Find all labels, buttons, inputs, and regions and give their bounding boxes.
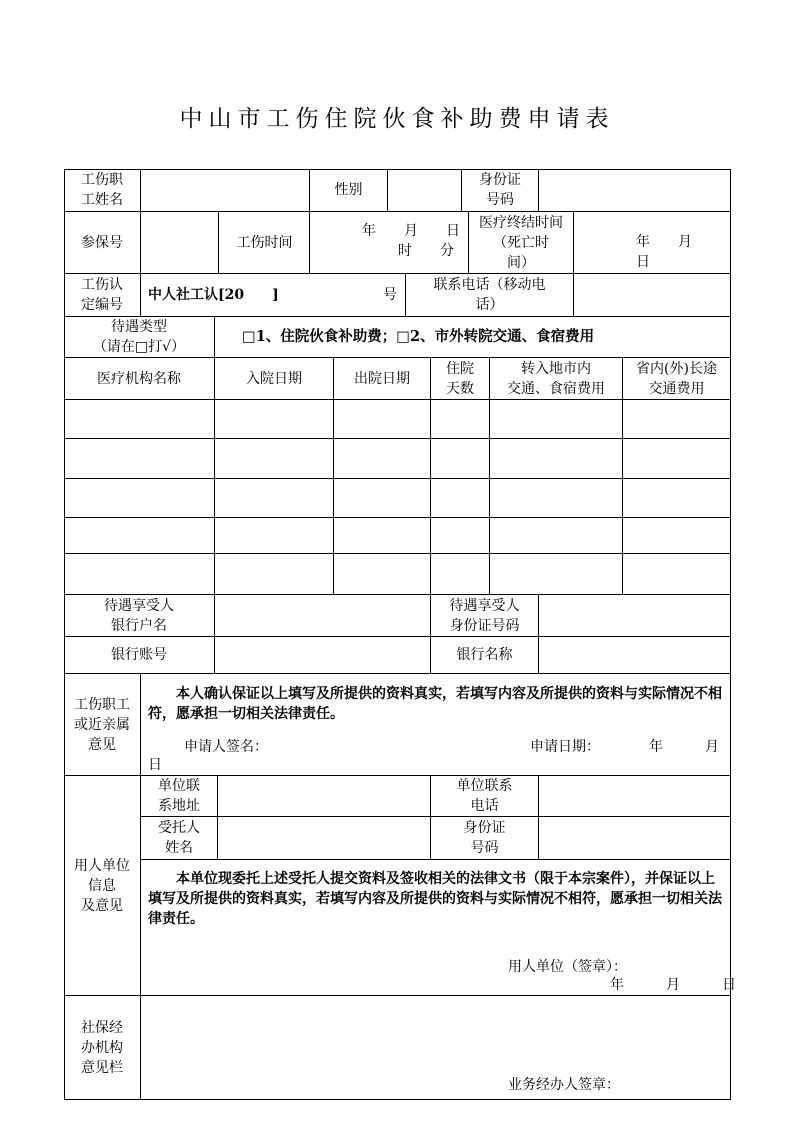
bank-id-label: 待遇享受人 身份证号码: [449, 597, 520, 634]
table-cell[interactable]: [215, 518, 333, 553]
id-number-label: 身份证 号码: [479, 172, 521, 208]
agency-signature-label[interactable]: 业务经办人签章：: [508, 1077, 620, 1093]
table-cell[interactable]: [431, 518, 489, 553]
trustee-id-label: 身份证 号码: [463, 820, 506, 856]
application-date-label[interactable]: 申请日期： 年 月: [530, 739, 719, 755]
bank-id-field[interactable]: [539, 595, 730, 636]
table-cell[interactable]: [65, 400, 214, 438]
table-cell[interactable]: [215, 554, 333, 594]
cert-no-prefix: 中人社工认[20 ]: [148, 287, 279, 303]
table-cell[interactable]: [623, 554, 730, 594]
bank-name-label: 银行名称: [456, 647, 513, 663]
table-cell[interactable]: [334, 479, 430, 517]
table-cell[interactable]: [215, 400, 333, 438]
employer-statement: 本单位现委托上述受托人提交资料及签收相关的法律文书（限于本宗案件），并保证以上填写及所提供的资料真实，若填写内容及所提供的资料与实际情况不相符，愿承担一切相关法律责任。: [148, 871, 722, 927]
table-cell[interactable]: [623, 518, 730, 553]
col-hospital-name: 医疗机构名称: [97, 370, 181, 387]
table-cell[interactable]: [431, 439, 489, 478]
table-cell[interactable]: [65, 439, 214, 478]
table-cell[interactable]: [490, 479, 622, 517]
benefit-type-options[interactable]: □1、住院伙食补助费；□2、市外转院交通、食宿费用: [242, 328, 595, 345]
worker-name-label: 工伤职 工姓名: [81, 172, 123, 208]
table-cell[interactable]: [334, 518, 430, 553]
table-cell[interactable]: [215, 439, 333, 478]
table-cell[interactable]: [65, 479, 214, 517]
table-cell[interactable]: [431, 554, 489, 594]
table-cell[interactable]: [334, 554, 430, 594]
bank-account-name-field[interactable]: [215, 595, 430, 636]
id-number-field[interactable]: [539, 169, 730, 211]
col-local-transport-fee: 转入地市内 交通、食宿费用: [507, 360, 605, 397]
employer-phone-label: 单位联系 电话: [456, 778, 513, 814]
injury-time-value-hm[interactable]: 时 分: [398, 243, 454, 259]
benefit-type-label: 待遇类型 （请在□打√）: [92, 319, 186, 355]
table-cell[interactable]: [623, 439, 730, 478]
applicant-signature-label[interactable]: 申请人签名：: [184, 739, 268, 755]
table-cell[interactable]: [623, 400, 730, 438]
employer-phone-field[interactable]: [539, 776, 730, 816]
table-cell[interactable]: [65, 518, 214, 553]
table-cell[interactable]: [215, 479, 333, 517]
table-cell[interactable]: [65, 554, 214, 594]
employer-seal-label[interactable]: 用人单位（签章）：: [508, 959, 627, 975]
insurance-no-label: 参保号: [81, 234, 123, 251]
gender-field[interactable]: [388, 169, 461, 211]
trustee-id-field[interactable]: [539, 817, 730, 859]
table-cell[interactable]: [431, 479, 489, 517]
end-time-value[interactable]: 年 月 日: [636, 234, 720, 270]
table-cell[interactable]: [334, 400, 430, 438]
cert-no-suffix: 号: [383, 287, 397, 303]
table-cell[interactable]: [334, 439, 430, 478]
employer-info-label: 用人单位 信息 及意见: [74, 857, 130, 914]
worker-opinion-label: 工伤职工 或近亲属 意见: [74, 696, 130, 753]
col-admission-date: 入院日期: [246, 370, 302, 387]
cert-no-label: 工伤认 定编号: [81, 277, 123, 313]
injury-time-label: 工伤时间: [236, 234, 293, 251]
form-title: 中山市工伤住院伙食补助费申请表: [179, 106, 615, 132]
table-cell[interactable]: [490, 439, 622, 478]
table-cell[interactable]: [490, 400, 622, 438]
phone-label: 联系电话（移动电 话）: [433, 277, 546, 313]
table-cell[interactable]: [623, 479, 730, 517]
injury-time-value[interactable]: 年 月 日: [362, 223, 460, 239]
col-discharge-date: 出院日期: [354, 370, 410, 387]
bank-name-field[interactable]: [539, 637, 730, 673]
bank-account-name-label: 待遇享受人 银行户名: [104, 597, 174, 634]
bank-account-no-label: 银行账号: [111, 647, 167, 663]
insurance-no-field[interactable]: [141, 212, 218, 273]
gender-label: 性别: [334, 182, 363, 198]
employer-seal-date[interactable]: 年 月 日: [610, 977, 736, 993]
trustee-name-label: 受托人 姓名: [158, 820, 200, 856]
trustee-name-field[interactable]: [218, 817, 430, 859]
application-date-day: 日: [148, 757, 162, 773]
application-form: [64, 169, 736, 1099]
worker-opinion-statement: 本人确认保证以上填写及所提供的资料真实，若填写内容及所提供的资料与实际情况不相符，愿承担一切相关法律责任。: [148, 686, 722, 722]
phone-field[interactable]: [574, 274, 730, 316]
employer-address-field[interactable]: [218, 776, 430, 816]
agency-opinion-label: 社保经 办机构 意见栏: [81, 1019, 123, 1076]
table-cell[interactable]: [431, 400, 489, 438]
col-long-distance-fee: 省内(外)长途 交通费用: [636, 360, 717, 397]
worker-name-field[interactable]: [141, 169, 309, 211]
end-time-label: 医疗终结时间 （死亡时 间）: [479, 214, 563, 271]
table-cell[interactable]: [490, 518, 622, 553]
col-stay-days: 住院 天数: [446, 360, 474, 397]
bank-account-no-field[interactable]: [215, 637, 430, 673]
employer-address-label: 单位联 系地址: [158, 778, 200, 814]
table-cell[interactable]: [490, 554, 622, 594]
